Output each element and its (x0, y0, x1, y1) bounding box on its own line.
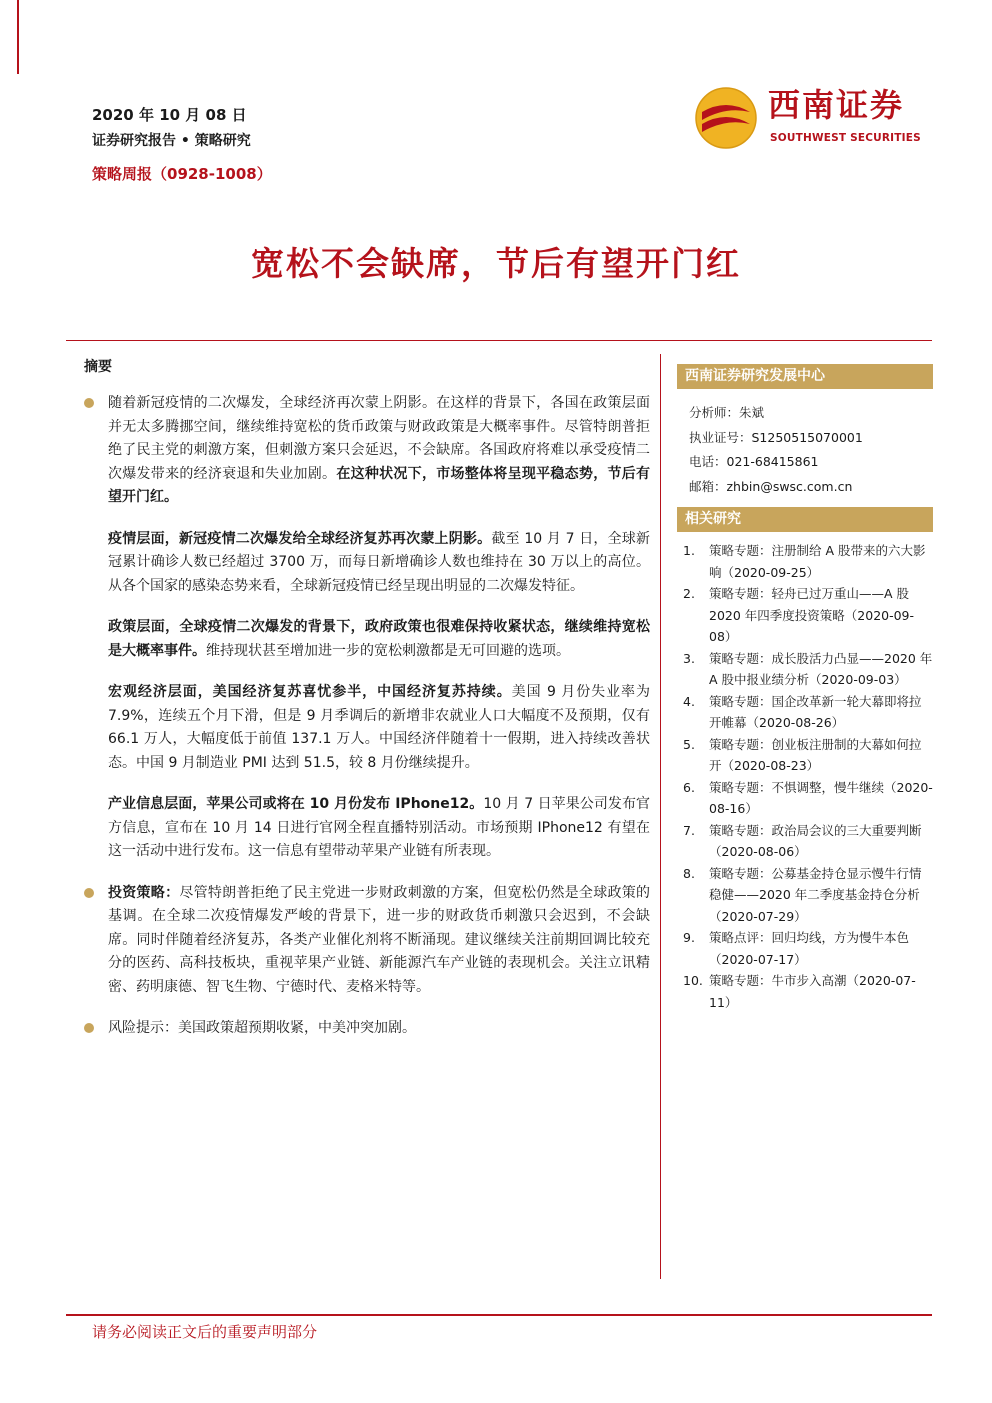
risk-text: 风险提示：美国政策超预期收紧，中美冲突加剧。 (108, 1020, 416, 1036)
related-item-number: 4. (683, 693, 695, 709)
logo-name-cn: 西南证券 (768, 86, 905, 124)
abstract-section (84, 356, 650, 1059)
related-item-number: 8. (683, 865, 695, 881)
report-series: 策略周报（0928-1008） (92, 165, 272, 183)
policy-text: 维持现状甚至增加进一步的宽松刺激都是无可回避的选项。 (206, 642, 570, 659)
analyst-name: 分析师：朱斌 (689, 405, 765, 420)
bullet-icon (84, 888, 94, 898)
related-item-text: 策略专题：不惧调整，慢牛继续（2020-08-16） (709, 779, 933, 816)
report-type: 证券研究报告 • 策略研究 (92, 133, 251, 149)
strategy-lead: 投资策略： (108, 884, 180, 901)
related-item[interactable] (683, 970, 933, 1013)
related-item-text: 策略专题：公募基金持仓显示慢牛行情稳健——2020 年二季度基金持仓分析（2020-07-29） (709, 865, 922, 924)
abstract-heading: 摘要 (84, 359, 112, 375)
bullet-icon (84, 398, 94, 408)
abstract-paragraph-risk (84, 1017, 650, 1041)
report-date: 2020 年 10 月 08 日 (92, 106, 247, 124)
macro-text: 美国 9 月份失业率为 7.9%，连续五个月下滑，但是 9 月季调后的新增非农就业人口大幅度不及预期，仅有 66.1 万人，大幅度低于前值 137.1 万人。中国经济伴随着十一假期，进入持续改善状态。中国 9 月制造业 PMI 达到 51.5，较 8 月份继续提升。 (108, 684, 650, 771)
related-item-number: 6. (683, 779, 695, 795)
logo-name-en: SOUTHWEST SECURITIES (770, 132, 921, 144)
related-item-text: 策略专题：国企改革新一轮大幕即将拉开帷幕（2020-08-26） (709, 693, 922, 730)
related-item-text: 策略专题：牛市步入高潮（2020-07-11） (709, 973, 916, 1010)
footer-divider (66, 1314, 932, 1316)
abstract-paragraph-macro (84, 681, 650, 775)
strategy-text: 尽管特朗普拒绝了民主党进一步财政刺激的方案，但宽松仍然是全球政策的基调。在全球二次疫情爆发严峻的背景下，进一步的财政货币刺激只会迟到，不会缺席。同时伴随着经济复苏，各类产业催化剂将不断涌现。建议继续关注前期回调比较充分的医药、高科技板块，重视苹果产业链、新能源汽车产业链的表现机会。关注立讯精密、药明康德、智飞生物、宁德时代、麦格米特等。 (108, 884, 651, 995)
related-item-text: 策略点评：回归均线，方为慢牛本色（2020-07-17） (709, 930, 910, 967)
related-item[interactable] (683, 734, 933, 777)
related-item[interactable] (683, 648, 933, 691)
abstract-paragraph-industry (84, 793, 650, 864)
related-item-text: 策略专题：注册制给 A 股带来的六大影响（2020-09-25） (709, 543, 926, 580)
related-research-list (677, 532, 933, 1013)
related-item[interactable] (683, 863, 933, 928)
related-item-text: 策略专题：成长股活力凸显——2020 年 A 股中报业绩分析（2020-09-03） (709, 650, 933, 687)
report-title: 宽松不会缺席，节后有望开门红 (251, 244, 741, 283)
company-logo (690, 84, 930, 156)
related-research-title: 相关研究 (677, 507, 933, 532)
abstract-paragraph-epidemic (84, 528, 650, 599)
sidebar (677, 364, 933, 1013)
abstract-paragraph-policy (84, 616, 650, 663)
analyst-phone: 电话：021-68415861 (689, 454, 819, 469)
analyst-email[interactable]: 邮箱：zhbin@swsc.com.cn (689, 478, 853, 494)
analyst-license: 执业证号：S1250515070001 (689, 429, 863, 445)
policy-lead: 政策层面，全球疫情二次爆发的背景下，政府政策也很难保持收紧状态，继续维持宽松是大概率事件。 (108, 619, 650, 659)
related-item[interactable] (683, 777, 933, 820)
epidemic-lead: 疫情层面，新冠疫情二次爆发给全球经济复苏再次蒙上阴影。 (108, 530, 492, 547)
disclaimer-note: 请务必阅读正文后的重要声明部分 (92, 1323, 318, 1341)
analyst-contact (677, 389, 933, 499)
related-item-number: 1. (683, 543, 695, 558)
related-item-number: 9. (683, 930, 695, 945)
related-item-number: 5. (683, 736, 695, 752)
research-center-title: 西南证券研究发展中心 (677, 364, 933, 389)
macro-lead: 宏观经济层面，美国经济复苏喜忧参半，中国经济复苏持续。 (108, 684, 512, 700)
abstract-paragraph-overview (84, 392, 650, 510)
industry-lead: 产业信息层面，苹果公司或将在 10 月份发布 IPhone12。 (108, 796, 484, 812)
related-item-number: 10. (683, 973, 703, 988)
title-divider (66, 340, 932, 341)
overview-conclusion: 在这种状况下，市场整体将呈现平稳态势，节后有望开门红。 (108, 465, 651, 505)
related-item-number: 2. (683, 586, 695, 601)
abstract-paragraph-strategy (84, 882, 650, 1000)
related-item[interactable] (683, 540, 933, 583)
related-item-text: 策略专题：轻舟已过万重山——A 股 2020 年四季度投资策略（2020-09-08） (709, 586, 915, 644)
top-left-rule (17, 0, 19, 74)
industry-text: 10 月 7 日苹果公司发布官方信息，宣布在 10 月 14 日进行官网全程直播特别活动。市场预期 IPhone12 有望在这一活动中进行发布。这一信息有望带动苹果产业链有所表现。 (108, 796, 651, 859)
related-item-text: 策略专题：政治局会议的三大重要判断（2020-08-06） (709, 822, 922, 859)
related-item-text: 策略专题：创业板注册制的大幕如何拉开（2020-08-23） (709, 736, 922, 773)
related-item-number: 3. (683, 650, 695, 666)
logo-emblem-icon (694, 86, 758, 150)
related-item-number: 7. (683, 822, 695, 838)
related-item[interactable] (683, 927, 933, 970)
related-item[interactable] (683, 691, 933, 734)
related-item[interactable] (683, 820, 933, 863)
bullet-icon (84, 1023, 94, 1033)
column-divider (660, 354, 661, 1279)
related-item[interactable] (683, 583, 933, 648)
epidemic-text: 截至 10 月 7 日，全球新冠累计确诊人数已经超过 3700 万，而每日新增确诊人数也维持在 30 万以上的高位。从各个国家的感染态势来看，全球新冠疫情已经呈现出明显的二次爆发特征。 (108, 530, 650, 594)
overview-text: 随着新冠疫情的二次爆发，全球经济再次蒙上阴影。在这样的背景下，各国在政策层面并无太多腾挪空间，继续维持宽松的货币政策与财政政策是大概率事件。尽管特朗普拒绝了民主党的刺激方案，但刺激方案只会延迟，不会缺席。各国政府将难以承受疫情二次爆发带来的经济衰退和失业加剧。 (108, 395, 650, 482)
